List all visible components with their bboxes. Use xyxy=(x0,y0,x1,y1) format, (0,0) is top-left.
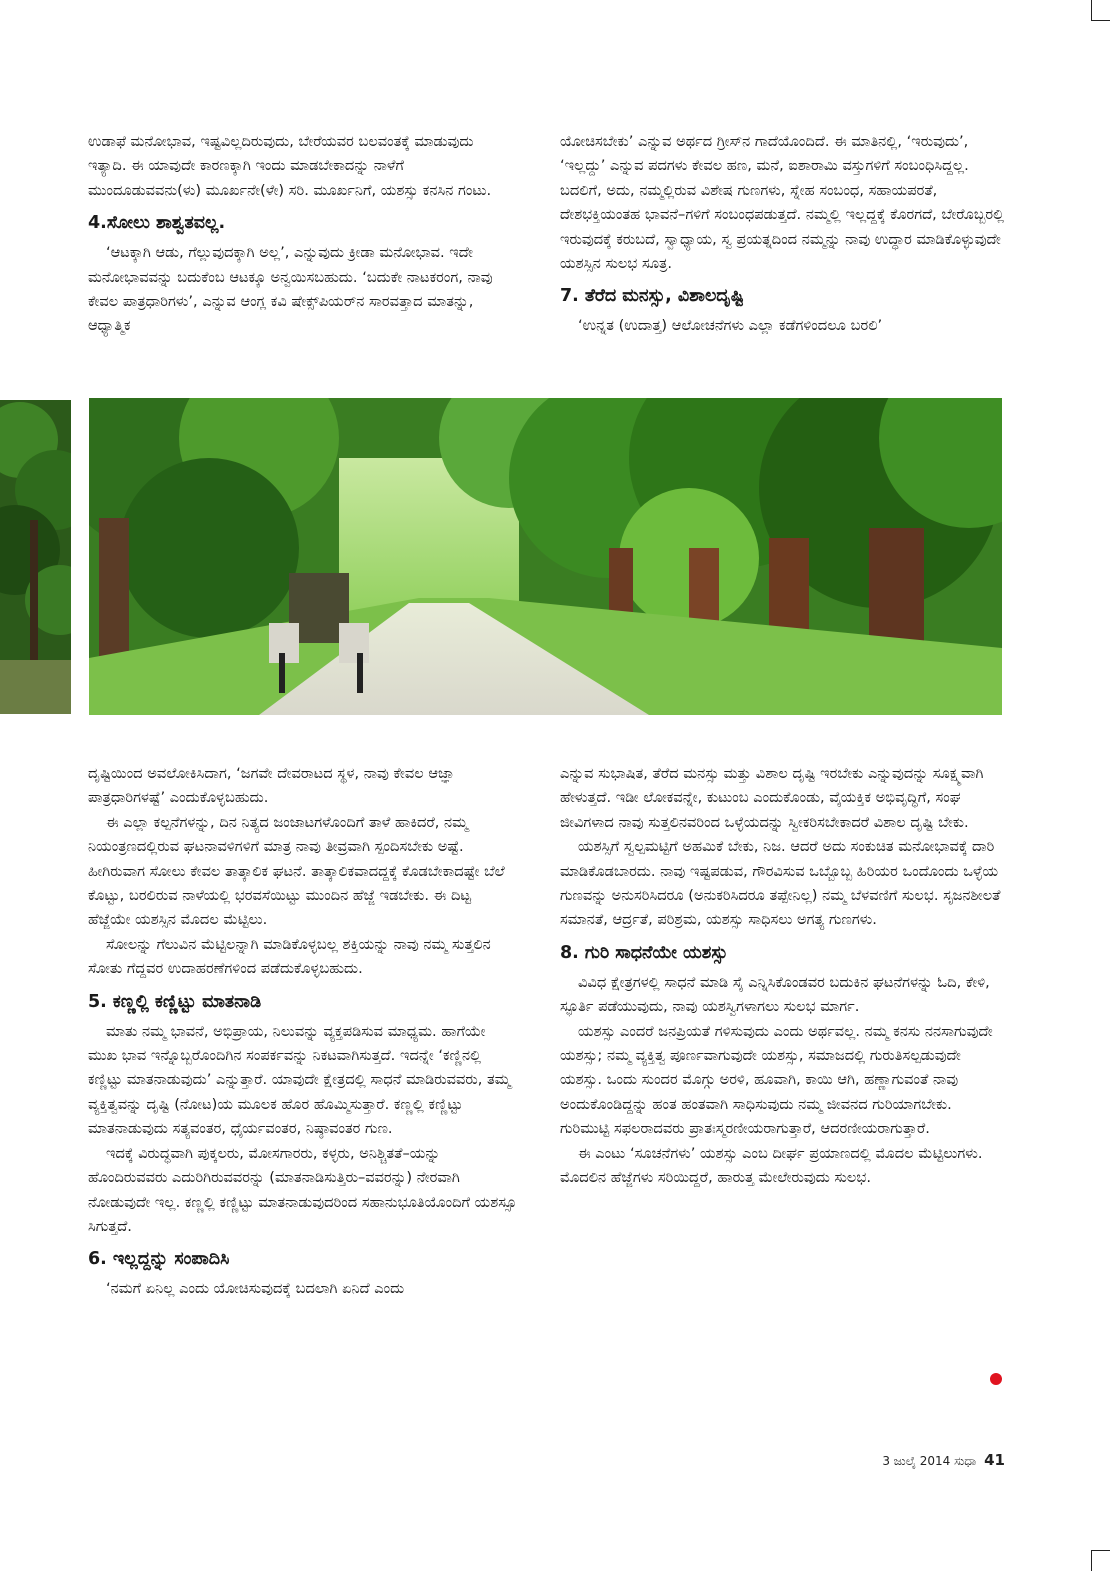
heading-6: 6. ಇಲ್ಲದ್ದನ್ನು ಸಂಪಾದಿಸಿ xyxy=(88,1249,230,1270)
heading-7: 7. ತೆರೆದ ಮನಸ್ಸು, ವಿಶಾಲದೃಷ್ಟಿ xyxy=(560,286,744,307)
paragraph: ಈ ಎಲ್ಲಾ ಕಲ್ಪನೆಗಳನ್ನು, ದಿನ ನಿತ್ಯದ ಜಂಜಾಟಗಳೊಂದಿಗೆ ತಾಳೆ ಹಾಕಿದರೆ, ನಮ್ಮ ನಿಯಂತ್ರಣದಲ್ಲಿರುವ ಘಟನಾವಳಿಗಳಿಗೆ ಮಾತ್ರ ನಾವು ತೀವ್ರವಾಗಿ ಸ್ಪಂದಿಸಬೇಕು ಅಷ್ಟೆ. ಹೀಗಿರುವಾಗ ಸೋಲು ಕೇವಲ ತಾತ್ಕಾಲಿಕ ಘಟನೆ. ತಾತ್ಕಾಲಿಕವಾದದ್ದಕ್ಕೆ ಕೊಡಬೇಕಾದಷ್ಟೇ ಬೆಲೆ ಕೊಟ್ಟು, ಬರಲಿರುವ ನಾಳೆಯಲ್ಲಿ ಭರವಸೆಯಿಟ್ಟು ಮುಂದಿನ ಹೆಜ್ಜೆ ಇಡಬೇಕು. ಈ ದಿಟ್ಟ ಹೆಜ್ಜೆಯೇ ಯಶಸ್ಸಿನ ಮೊದಲ ಮೆಟ್ಟಿಲು. xyxy=(88,813,505,929)
page-footer xyxy=(855,1451,1005,1469)
heading-8: 8. ಗುರಿ ಸಾಧನೆಯೇ ಯಶಸ್ಸು xyxy=(560,942,728,963)
paragraph: ‘ನಮಗೆ ಏನಿಲ್ಲ ಎಂದು ಯೋಚಿಸುವುದಕ್ಕೆ ಬದಲಾಗಿ ಏನಿದೆ ಎಂದು xyxy=(106,1280,405,1298)
photo-art xyxy=(89,398,1002,715)
paragraph: ದೃಷ್ಟಿಯಿಂದ ಅವಲೋಕಿಸಿದಾಗ, ‘ಜಗವೇ ದೇವರಾಟದ ಸ್ಥಳ, ನಾವು ಕೇವಲ ಆಜ್ಞಾ ಪಾತ್ರಧಾರಿಗಳಷ್ಟೆ’ ಎಂದುಕೊಳ್ಳಬಹುದು. xyxy=(88,765,455,807)
magazine-name: ಸುಧಾ xyxy=(954,1454,977,1468)
column-bottom-right xyxy=(560,762,1005,1191)
paragraph: ಯಶಸ್ಸು ಎಂದರೆ ಜನಪ್ರಿಯತೆ ಗಳಿಸುವುದು ಎಂದು ಅರ್ಥವಲ್ಲ. ನಮ್ಮ ಕನಸು ನನಸಾಗುವುದೇ ಯಶಸ್ಸು; ನಮ್ಮ ವ್ಯಕ್ತಿತ್ವ ಪೂರ್ಣವಾಗುವುದೇ ಯಶಸ್ಸು, ಸಮಾಜದಲ್ಲಿ ಗುರುತಿಸಲ್ಪಡುವುದೇ ಯಶಸ್ಸು. ಒಂದು ಸುಂದರ ಮೊಗ್ಗು ಅರಳಿ, ಹೂವಾಗಿ, ಕಾಯಿ ಆಗಿ, ಹಣ್ಣಾಗುವಂತೆ ನಾವು ಅಂದುಕೊಂಡಿದ್ದನ್ನು ಹಂತ ಹಂತವಾಗಿ ಸಾಧಿಸುವುದು ನಮ್ಮ ಜೀವನದ ಗುರಿಯಾಗಬೇಕು. ಗುರಿಮುಟ್ಟಿ ಸಫಲರಾದವರು ಪ್ರಾತಃಸ್ಮರಣೀಯರಾಗುತ್ತಾರೆ, ಆದರಣೀಯರಾಗುತ್ತಾರೆ. xyxy=(560,1022,993,1138)
end-of-article-dot xyxy=(990,1373,1002,1385)
paragraph: ಸೋಲನ್ನು ಗೆಲುವಿನ ಮೆಟ್ಟಿಲನ್ನಾಗಿ ಮಾಡಿಕೊಳ್ಳಬಲ್ಲ ಶಕ್ತಿಯನ್ನು ನಾವು ನಮ್ಮ ಸುತ್ತಲಿನ ಸೋತು ಗೆದ್ದವರ ಉದಾಹರಣೆಗಳಿಂದ ಪಡೆದುಕೊಳ್ಳಬಹುದು. xyxy=(88,935,491,978)
column-bottom-left xyxy=(88,762,518,1302)
side-photo xyxy=(0,400,71,714)
heading-5: 5. ಕಣ್ಣಲ್ಲಿ ಕಣ್ಣಿಟ್ಟು ಮಾತನಾಡಿ xyxy=(88,991,262,1012)
intro-paragraph: ಉಡಾಫೆ ಮನೋಭಾವ, ಇಷ್ಟವಿಲ್ಲದಿರುವುದು, ಬೇರೆಯವರ ಬಲವಂತಕ್ಕೆ ಮಾಡುವುದು ಇತ್ಯಾದಿ. ಈ ಯಾವುದೇ ಕಾರಣಕ್ಕಾಗಿ ಇಂದು ಮಾಡಬೇಕಾದನ್ನು ನಾಳೆಗೆ ಮುಂದೂಡುವವನು(ಳು) ಮೂರ್ಖನೇ(ಳೇ) ಸರಿ. ಮೂರ್ಖನಿಗೆ, ಯಶಸ್ಸು ಕನಸಿನ ಗಂಟು. xyxy=(88,133,492,199)
page-number: 41 xyxy=(984,1451,1005,1469)
crop-mark-bottom-right-h xyxy=(1091,1550,1110,1551)
paragraph-4: ‘ಆಟಕ್ಕಾಗಿ ಆಡು, ಗೆಲ್ಲುವುದಕ್ಕಾಗಿ ಅಲ್ಲ’, ಎನ್ನುವುದು ಕ್ರೀಡಾ ಮನೋಭಾವ. ಇದೇ ಮನೋಭಾವವನ್ನು ಬದುಕೆಂಬ ಆಟಕ್ಕೂ ಅನ್ವಯಿಸಬಹುದು. ‘ಬದುಕೇ ನಾಟಕರಂಗ, ನಾವು ಕೇವಲ ಪಾತ್ರಧಾರಿಗಳು’, ಎನ್ನುವ ಆಂಗ್ಲ ಕವಿ ಷೇಕ್ಸ್‌ಪಿಯರ್‌ನ ಸಾರವತ್ತಾದ ಮಾತನ್ನು, ಆಧ್ಯಾತ್ಮಿಕ xyxy=(88,244,493,335)
side-photo-art xyxy=(0,400,71,714)
crop-mark-top-right-v xyxy=(1091,0,1092,20)
crop-mark-top-right-h xyxy=(1091,20,1110,21)
heading-4: 4.ಸೋಲು ಶಾಶ್ವತವಲ್ಲ. xyxy=(88,213,226,234)
paragraph: ಈ ಎಂಟು ‘ಸೂಚನೆಗಳು’ ಯಶಸ್ಸು ಎಂಬ ದೀರ್ಘ ಪ್ರಯಾಣದಲ್ಲಿ ಮೊದಲ ಮೆಟ್ಟಿಲುಗಳು. ಮೊದಲಿನ ಹೆಜ್ಜೆಗಳು ಸರಿಯಿದ್ದರೆ, ಹಾರುತ್ತ ಮೇಲೇರುವುದು ಸುಲಭ. xyxy=(560,1144,983,1187)
paragraph: ಇದಕ್ಕೆ ವಿರುದ್ಧವಾಗಿ ಪುಕ್ಕಲರು, ಮೋಸಗಾರರು, ಕಳ್ಳರು, ಅನಿಶ್ಚಿತತೆ–ಯನ್ನು ಹೊಂದಿರುವವರು ಎದುರಿಗಿರುವವರನ್ನು (ಮಾತನಾಡಿಸುತ್ತಿರು–ವವರನ್ನು) ನೇರವಾಗಿ ನೋಡುವುದೇ ಇಲ್ಲ. ಕಣ್ಣಲ್ಲಿ ಕಣ್ಣಿಟ್ಟು ಮಾತನಾಡುವುದರಿಂದ ಸಹಾನುಭೂತಿಯೊಂದಿಗೆ ಯಶಸ್ಸೂ ಸಿಗುತ್ತದೆ. xyxy=(88,1144,517,1235)
paragraph: ಯಶಸ್ಸಿಗೆ ಸ್ವಲ್ಪಮಟ್ಟಿಗೆ ಅಹಮಿಕೆ ಬೇಕು, ನಿಜ. ಆದರೆ ಅದು ಸಂಕುಚಿತ ಮನೋಭಾವಕ್ಕೆ ದಾರಿ ಮಾಡಿಕೊಡಬಾರದು. ನಾವು ಇಷ್ಟಪಡುವ, ಗೌರವಿಸುವ ಒಬ್ಬೊಬ್ಬ ಹಿರಿಯರ ಒಂದೊಂದು ಒಳ್ಳೆಯ ಗುಣವನ್ನು ಅನುಸರಿಸಿದರೂ (ಅನುಕರಿಸಿದರೂ ತಪ್ಪೇನಿಲ್ಲ) ನಮ್ಮ ಬೆಳವಣಿಗೆ ಸುಲಭ. ಸೃಜನಶೀಲತೆ ಸಮಾನತೆ, ಆರ್ದ್ರತೆ, ಪರಿಶ್ರಮ, ಯಶಸ್ಸು ಸಾಧಿಸಲು ಅಗತ್ಯ ಗುಣಗಳು. xyxy=(560,838,1001,929)
column-top-left xyxy=(88,130,513,339)
column-top-right xyxy=(560,130,1005,339)
crop-mark-bottom-right-v xyxy=(1091,1550,1092,1571)
issue-date: 3 ಜುಲೈ 2014 xyxy=(882,1454,951,1468)
paragraph-7: ‘ಉನ್ನತ (ಉದಾತ್ತ) ಆಲೋಚನೆಗಳು ಎಲ್ಲಾ ಕಡೆಗಳಿಂದಲೂ ಬರಲಿ’ xyxy=(578,317,883,335)
road-trees-photo xyxy=(89,398,1002,715)
paragraph: ವಿವಿಧ ಕ್ಷೇತ್ರಗಳಲ್ಲಿ ಸಾಧನೆ ಮಾಡಿ ಸೈ ಎನ್ನಿಸಿಕೊಂಡವರ ಬದುಕಿನ ಘಟನೆಗಳನ್ನು ಓದಿ, ಕೇಳಿ, ಸ್ಫೂರ್ತಿ ಪಡೆಯುವುದು, ನಾವು ಯಶಸ್ವಿಗಳಾಗಲು ಸುಲಭ ಮಾರ್ಗ. xyxy=(560,973,990,1016)
intro-paragraph: ಯೋಚಿಸಬೇಕು’ ಎನ್ನುವ ಅರ್ಥದ ಗ್ರೀಸ್‌ನ ಗಾದೆಯೊಂದಿದೆ. ಈ ಮಾತಿನಲ್ಲಿ, ‘ಇರುವುದು’, ‘ಇಲ್ಲದ್ದು’ ಎನ್ನುವ ಪದಗಳು ಕೇವಲ ಹಣ, ಮನೆ, ಐಶಾರಾಮಿ ವಸ್ತುಗಳಿಗೆ ಸಂಬಂಧಿಸಿದ್ದಲ್ಲ. ಬದಲಿಗೆ, ಅದು, ನಮ್ಮಲ್ಲಿರುವ ವಿಶೇಷ ಗುಣಗಳು, ಸ್ನೇಹ ಸಂಬಂಧ, ಸಹಾಯಪರತೆ, ದೇಶಭಕ್ತಿಯಂತಹ ಭಾವನೆ–ಗಳಿಗೆ ಸಂಬಂಧಪಡುತ್ತದೆ. ನಮ್ಮಲ್ಲಿ ಇಲ್ಲದ್ದಕ್ಕೆ ಕೊರಗದೆ, ಬೇರೊಬ್ಬರಲ್ಲಿ ಇರುವುದಕ್ಕೆ ಕರುಬದೆ, ಸ್ವಾಧ್ಯಾಯ, ಸ್ವ ಪ್ರಯತ್ನದಿಂದ ನಮ್ಮನ್ನು ನಾವು ಉದ್ಧಾರ ಮಾಡಿಕೊಳ್ಳುವುದೇ ಯಶಸ್ಸಿನ ಸುಲಭ ಸೂತ್ರ. xyxy=(560,133,1005,273)
paragraph: ಮಾತು ನಮ್ಮ ಭಾವನೆ, ಅಭಿಪ್ರಾಯ, ನಿಲುವನ್ನು ವ್ಯಕ್ತಪಡಿಸುವ ಮಾಧ್ಯಮ. ಹಾಗೆಯೇ ಮುಖ ಭಾವ ಇನ್ನೊಬ್ಬರೊಂದಿಗಿನ ಸಂಪರ್ಕವನ್ನು ನಿಕಟವಾಗಿಸುತ್ತದೆ. ಇದನ್ನೇ ‘ಕಣ್ಣಿನಲ್ಲಿ ಕಣ್ಣಿಟ್ಟು ಮಾತನಾಡುವುದು’ ಎನ್ನುತ್ತಾರೆ. ಯಾವುದೇ ಕ್ಷೇತ್ರದಲ್ಲಿ ಸಾಧನೆ ಮಾಡಿರುವವರು, ತಮ್ಮ ವ್ಯಕ್ತಿತ್ವವನ್ನು ದೃಷ್ಟಿ (ನೋಟ)ಯ ಮೂಲಕ ಹೊರ ಹೊಮ್ಮಿಸುತ್ತಾರೆ. ಕಣ್ಣಲ್ಲಿ ಕಣ್ಣಿಟ್ಟು ಮಾತನಾಡುವುದು ಸತ್ಯವಂತರ, ಧೈರ್ಯವಂತರ, ನಿಷ್ಠಾವಂತರ ಗುಣ. xyxy=(88,1022,511,1138)
paragraph: ಎನ್ನುವ ಸುಭಾಷಿತ, ತೆರೆದ ಮನಸ್ಸು ಮತ್ತು ವಿಶಾಲ ದೃಷ್ಟಿ ಇರಬೇಕು ಎನ್ನುವುದನ್ನು ಸೂಕ್ಷ್ಮವಾಗಿ ಹೇಳುತ್ತದೆ. ಇಡೀ ಲೋಕವನ್ನೇ, ಕುಟುಂಬ ಎಂದುಕೊಂಡು, ವೈಯಕ್ತಿಕ ಅಭಿವೃದ್ಧಿಗೆ, ಸಂಘ ಜೀವಿಗಳಾದ ನಾವು ಸುತ್ತಲಿನವರಿಂದ ಒಳ್ಳೆಯದನ್ನು ಸ್ವೀಕರಿಸಬೇಕಾದರೆ ವಿಶಾಲ ದೃಷ್ಟಿ ಬೇಕು. xyxy=(560,765,984,831)
